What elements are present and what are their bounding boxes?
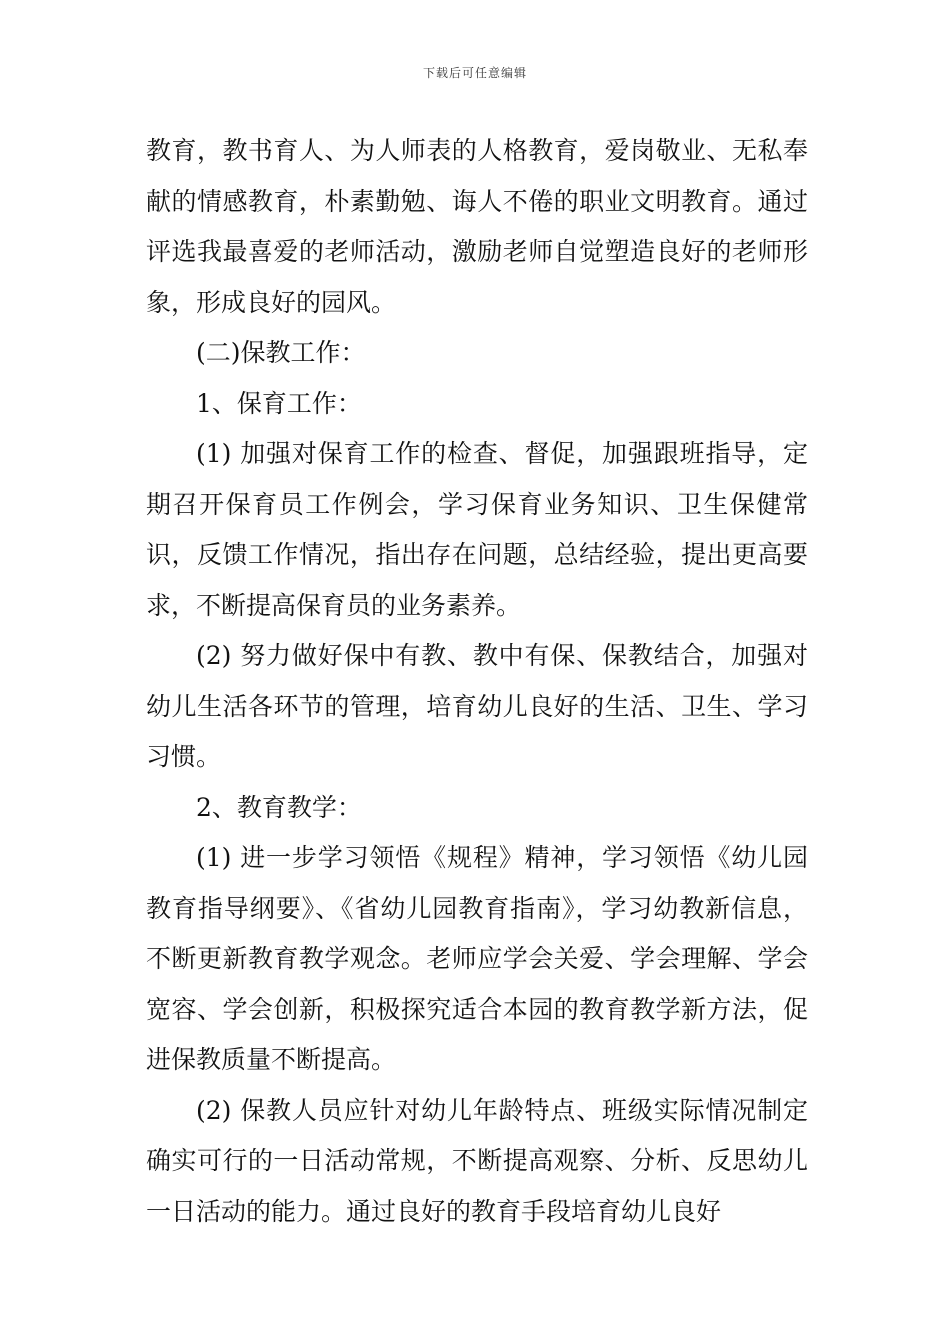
page-header-note: 下载后可任意编辑 xyxy=(422,66,527,80)
document-body xyxy=(146,126,808,1237)
heading-care-education-work: (二)保教工作： xyxy=(196,338,366,367)
paragraph-teaching-item-1: (1) 进一步学习领悟《规程》精神，学习领悟《幼儿园教育指导纲要》、《省幼儿园教育指南》，学习幼教新信息，不断更新教育教学观念。老师应学会关爱、学会理解、学会宽容、学会创新，积极探究适合本园的教育教学新方法，促进保教质量不断提高。 xyxy=(146,843,808,1074)
paragraph-teaching-item-2: (2) 保教人员应针对幼儿年龄特点、班级实际情况制定确实可行的一日活动常规，不断提高观察、分析、反思幼儿一日活动的能力。通过良好的教育手段培育幼儿良好 xyxy=(146,1095,808,1226)
heading-education-teaching: 2、教育教学： xyxy=(196,792,362,822)
paragraph-care-item-1: (1) 加强对保育工作的检查、督促，加强跟班指导，定期召开保育员工作例会，学习保育业务知识、卫生保健常识，反馈工作情况，指出存在问题，总结经验，提出更高要求，不断提高保育员的业务素养。 xyxy=(146,439,808,620)
heading-care-work: 1、保育工作： xyxy=(196,388,362,418)
paragraph-teacher-ethics: 教育，教书育人、为人师表的人格教育，爱岗敬业、无私奉献的情感教育，朴素勤勉、诲人不倦的职业文明教育。通过评选我最喜爱的老师活动，激励老师自觉塑造良好的老师形象，形成良好的园风。 xyxy=(146,136,808,317)
paragraph-care-item-2: (2) 努力做好保中有教、教中有保、保教结合，加强对幼儿生活各环节的管理，培育幼儿良好的生活、卫生、学习习惯。 xyxy=(146,641,808,771)
